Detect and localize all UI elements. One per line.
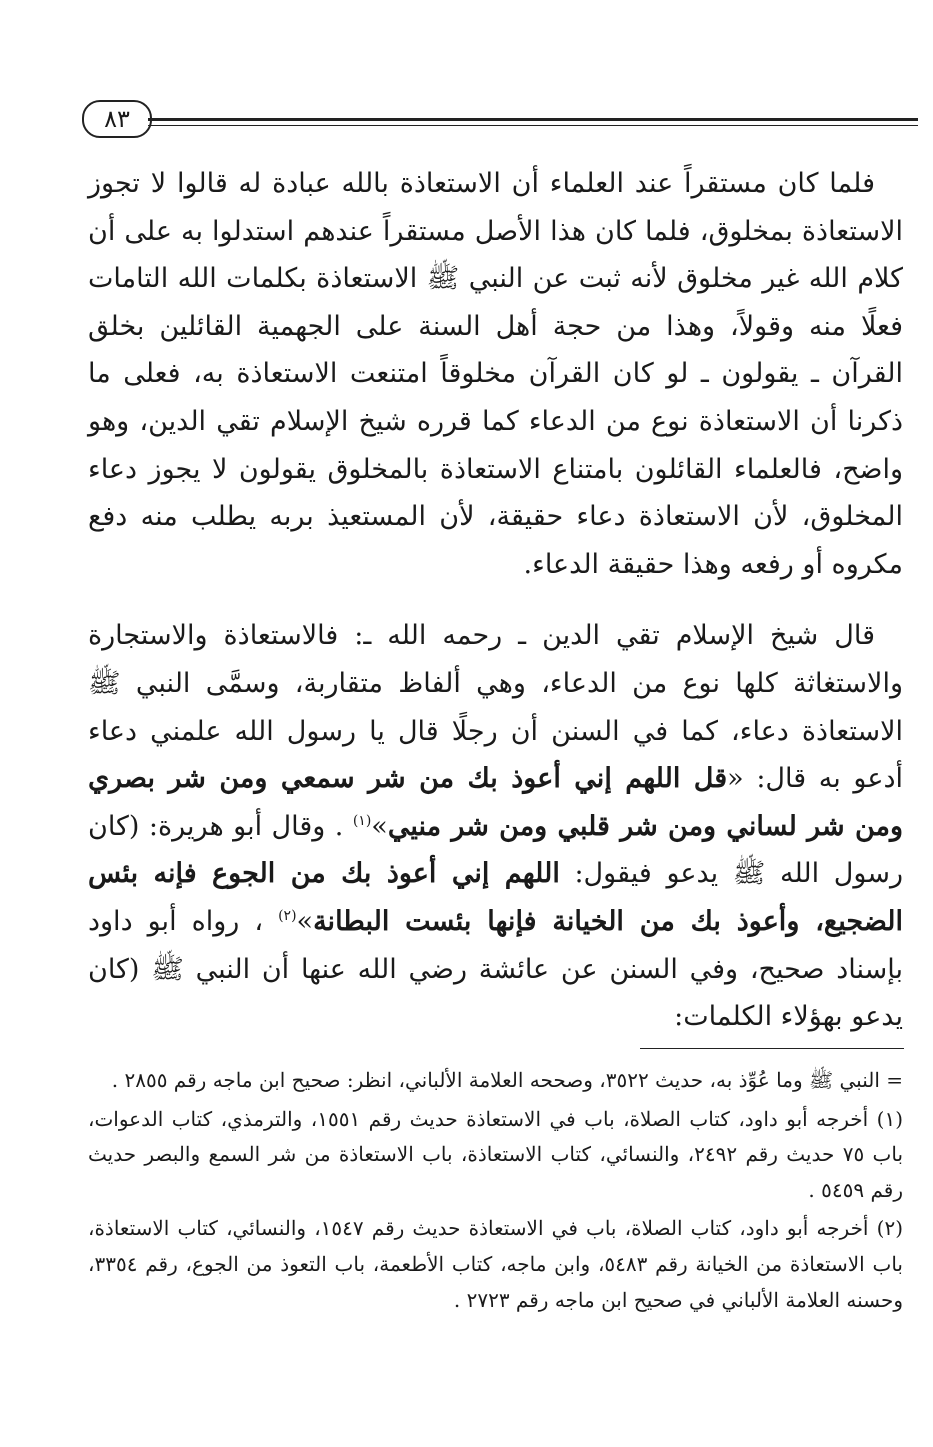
body-text (88, 160, 903, 1041)
text-run: قال شيخ الإسلام تقي الدين ـ رحمه الله ـ: فالاستعاذة والاستجارة والاستغاثة كلها نوع من الدعاء، وهي ألفاظ متقاربة، وسمَّى النبي ﷺ الاستعاذة دعاء، كما في السنن أن رجلًا قال يا رسول الله علمني دعاء أدعو به قال: « (88, 620, 904, 795)
footnote-ref: (٢) (278, 907, 297, 924)
footnote-2: (٢) أخرجه أبو داود، كتاب الصلاة، باب في الاستعاذة حديث رقم ١٥٤٧، والنسائي، كتاب الاستعاذة، باب الاستعاذة من الخيانة رقم ٥٤٨٣، وابن ماجه، كتاب الأطعمة، باب التعوذ من الجوع، رقم ٣٣٥٤، وحسنه العلامة الألباني في صحيح ابن ماجه رقم ٢٧٢٣ . (88, 1216, 903, 1312)
text-run: » (371, 810, 388, 842)
footnotes (88, 1063, 903, 1318)
text-run: » (296, 905, 314, 937)
paragraph-1 (88, 160, 903, 588)
header-rule-thin (148, 125, 918, 126)
paragraph-2 (88, 612, 903, 1040)
header-rule-thick (148, 118, 918, 121)
hadith-quote: قل اللهم إني أعوذ بك من شر سمعي ومن شر بصري ومن شر لساني ومن شر قلبي ومن شر منيي (88, 763, 904, 842)
page-number: ٨٣ (82, 100, 152, 138)
footnote-continuation: = النبي ﷺ وما عُوِّذ به، حديث ٣٥٢٢، وصححه العلامة الألباني، انظر: صحيح ابن ماجه رقم ٢٨٥٥ . (111, 1068, 903, 1092)
text-run: فلما كان مستقراً عند العلماء أن الاستعاذة بالله عبادة له قالوا لا تجوز الاستعاذة بمخلوق، فلما كان هذا الأصل مستقراً عندهم استدلوا به على أن كلام الله غير مخلوق لأنه ثبت عن النبي ﷺ الاستعاذة بكلمات الله التامات فعلًا منه وقولاً، وهذا من حجة أهل السنة على الجهمية القائلين بخلق القرآن ـ يقولون ـ لو كان القرآن مخلوقاً امتنعت الاستعاذة به، فعلى ما ذكرنا أن الاستعاذة نوع من الدعاء كما قرره شيخ الإسلام تقي الدين، وهو واضح، فالعلماء القائلون بامتناع الاستعاذة بالمخلوق يقولون لا يجوز دعاء المخلوق، لأن الاستعاذة دعاء حقيقة، لأن المستعيذ بربه يطلب منه دفع مكروه أو رفعه وهذا حقيقة الدعاء. (88, 168, 903, 580)
text-run: ، رواه أبو داود بإسناد صحيح، وفي السنن عن عائشة رضي الله عنها أن النبي ﷺ (كان يدعو بهؤلاء الكلمات: (88, 905, 903, 1033)
footnote-ref: (١) (352, 812, 372, 829)
text-run: . وقال أبو هريرة: (كان رسول الله ﷺ يدعو فيقول: (88, 810, 903, 890)
footnote-separator (640, 1048, 904, 1049)
page-header (82, 98, 918, 142)
hadith-quote: اللهم إني أعوذ بك من الجوع فإنه بئس الضجيع، وأعوذ بك من الخيانة فإنها بئست البطانة (88, 858, 903, 937)
footnote-1: (١) أخرجه أبو داود، كتاب الصلاة، باب في الاستعاذة حديث رقم ١٥٥١، والترمذي، كتاب الدعوات، باب ٧٥ حديث رقم ٢٤٩٢، والنسائي، كتاب الاستعاذة، باب الاستعاذة من شر السمع والبصر حديث رقم ٥٤٥٩ . (88, 1106, 904, 1202)
